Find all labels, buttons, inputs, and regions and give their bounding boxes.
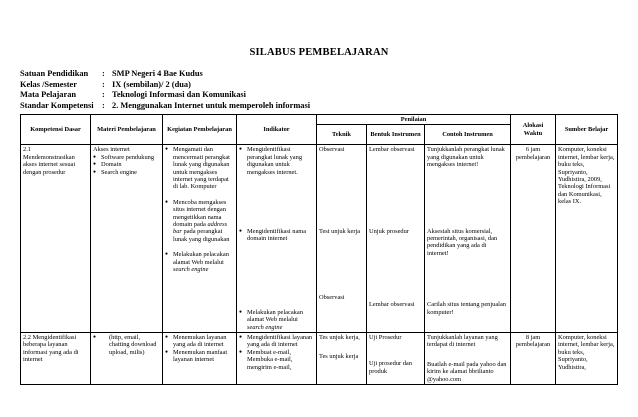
- kegiatan-cell: [163, 145, 237, 333]
- kd-cell: [21, 145, 91, 333]
- meta-label: Kelas /Semester: [20, 79, 77, 89]
- bullet-icon: ●: [93, 335, 97, 341]
- kegiatan-item: Menemukan layanan yang ada di internet: [173, 334, 227, 349]
- bullet-icon: ●: [239, 335, 243, 341]
- materi-title: Akses internet: [93, 146, 130, 154]
- page-title: SILABUS PEMBELAJARAN: [249, 47, 389, 58]
- meta-label: Standar Kompetensi: [20, 100, 94, 110]
- kegiatan-italic: address bar: [173, 221, 228, 236]
- table-row: [21, 333, 618, 385]
- list-item: [239, 334, 314, 349]
- indikator-item: Mengidentifikasi nama domain internet: [247, 228, 307, 243]
- header-contoh: Contoh Instrumen: [425, 125, 511, 145]
- bullet-icon: ●: [165, 335, 169, 341]
- kd-line: dengan prosedur: [23, 168, 66, 176]
- materi-cell: [91, 333, 163, 385]
- list-item: [165, 199, 234, 243]
- alokasi-cell: 8 jam pembelajaran: [511, 333, 556, 385]
- header-alokasi: Alokasi Waktu: [511, 115, 556, 145]
- list-item: [239, 228, 314, 243]
- header-penilaian: Penilaian: [317, 115, 511, 125]
- kd-line: 2.2 Mengidentifikasi: [23, 334, 77, 342]
- teknik-item: Observasi: [319, 294, 345, 302]
- header-indikator: Indikator: [237, 115, 317, 145]
- bentuk-item: Lembar observasi: [369, 146, 415, 154]
- list-item: [93, 169, 160, 176]
- contoh-item: Tunjukkanlah layanan yang terdapat di internet: [427, 334, 498, 349]
- bullet-icon: ●: [239, 309, 243, 315]
- indikator-text: Melakukan pelacakan alamat Web melalui: [247, 308, 303, 324]
- materi-item: Software pendukung: [101, 153, 155, 161]
- kd-line: 2.1: [23, 146, 31, 154]
- meta-row: [20, 101, 310, 112]
- bentuk-item: Unjuk prosedur: [369, 227, 409, 235]
- bullet-icon: ●: [165, 147, 169, 153]
- list-item: [165, 349, 234, 364]
- list-item: [239, 146, 314, 176]
- header-sumber: Sumber Belajar: [556, 115, 618, 145]
- teknik-cell: [317, 145, 367, 333]
- teknik-item: Test unjuk kerja: [319, 227, 361, 235]
- bullet-icon: ●: [165, 349, 169, 355]
- meta-row: [20, 80, 310, 91]
- bullet-icon: ●: [93, 169, 97, 175]
- meta-separator: :: [102, 79, 105, 89]
- teknik-item: Tes unjuk kerja,: [319, 334, 360, 342]
- materi-item: Search engine: [101, 168, 138, 176]
- contoh-item: Tunjukkanlah perangkat lunak yang digunakan untuk mengakses internet!: [427, 146, 505, 169]
- list-item: [239, 309, 314, 331]
- list-item: [239, 349, 314, 371]
- meta-value: IX (sembilan)/ 2 (dua): [112, 79, 191, 89]
- meta-label: Mata Pelajaran: [20, 90, 77, 100]
- bullet-icon: ●: [165, 199, 169, 205]
- header-bentuk: Bentuk Instrumen: [367, 125, 425, 145]
- meta-value: 2. Menggunakan Internet untuk memperoleh informasi: [112, 100, 311, 110]
- indikator-item: Membuat e-mail, Membuka e-mail, mengirim e-mail,: [247, 348, 293, 371]
- kegiatan-text: Melakukan pelacakan alamat Web melalui: [173, 251, 229, 266]
- kd-line: informasi yang ada di: [23, 348, 79, 356]
- table-row: [21, 145, 618, 333]
- list-item: [165, 146, 234, 190]
- kd-line: Mendemonstrasikan: [23, 153, 75, 161]
- indikator-item: Mengidentifikasi perangkat lunak yang digunakan untuk mengakses internet.: [247, 146, 303, 176]
- kegiatan-item: Menemukan manfaat layanan internet: [173, 348, 228, 364]
- header-kegiatan: Kegiatan Pembelajaran: [163, 115, 237, 145]
- indikator-cell: [237, 145, 317, 333]
- teknik-item: Observasi: [319, 146, 345, 154]
- meta-separator: :: [102, 90, 105, 100]
- bullet-icon: ●: [93, 154, 97, 160]
- syllabus-meta: [20, 69, 310, 111]
- meta-label: Satuan Pendidikan: [20, 69, 89, 78]
- bentuk-item: Uji Prosedur: [369, 334, 402, 342]
- list-item: [165, 334, 234, 349]
- meta-value: SMP Negeri 4 Bae Kudus: [112, 69, 203, 78]
- bentuk-item: Uji prosedur dan produk: [369, 360, 412, 375]
- sumber-cell: Komputer, koneksi internet, lembar kerja, buku teks, Supriyanto, Yudhistira,: [556, 333, 618, 385]
- bentuk-cell: [367, 145, 425, 333]
- header-teknik: Teknik: [317, 125, 367, 145]
- contoh-item: Buatlah e-mail pada yahoo dan kirim ke alamat bbrilianto @yahoo.com: [427, 360, 507, 383]
- meta-separator: :: [102, 69, 105, 78]
- alokasi-cell: 6 jam pembelajaran: [511, 145, 556, 333]
- list-item: [93, 334, 160, 356]
- kd-line: akses internet sesuai: [23, 161, 76, 169]
- bullet-icon: ●: [93, 162, 97, 168]
- indikator-cell: [237, 333, 317, 385]
- materi-cell: [91, 145, 163, 333]
- kegiatan-item: [173, 199, 234, 243]
- header-kompetensi: Kompetensi Dasar: [21, 115, 91, 145]
- contoh-item: Carilah situs tentang penjualan komputer!: [427, 301, 506, 316]
- contoh-item: Aksesiah situs komersial, pemerintah, organisasi, dan pendidikan yang ada di internet!: [427, 227, 498, 257]
- bentuk-item: Lembar observasi: [369, 301, 415, 309]
- meta-separator: :: [102, 100, 105, 110]
- kegiatan-italic: search engine: [173, 266, 209, 274]
- bullet-icon: ●: [165, 252, 169, 258]
- kd-line: beberapa layanan: [23, 341, 68, 349]
- teknik-cell: [317, 333, 367, 385]
- meta-value: Teknologi Informasi dan Komunikasi: [112, 90, 246, 100]
- meta-row: [20, 69, 310, 80]
- bentuk-cell: [367, 333, 425, 385]
- list-item: [165, 251, 234, 273]
- kegiatan-cell: [163, 333, 237, 385]
- bullet-icon: ●: [239, 147, 243, 153]
- sumber-cell: Komputer, koneksi internet, lembar kerja, buku teks, Supriyanto, Yudhistira, 2009, Teknologi Informasi dan Komunikasi, kelas IX.: [556, 145, 618, 333]
- kegiatan-item: Mengamati dan mencermati perangkat lunak yang digunakan untuk mengakses internet yang terdapat di lab. Komputer: [173, 146, 230, 191]
- materi-item: (http, email, chatting download upload, milis): [109, 334, 157, 356]
- indikator-item: [247, 309, 314, 331]
- bullet-icon: ●: [239, 229, 243, 235]
- list-item: [93, 154, 160, 161]
- materi-item: Domain: [101, 161, 122, 169]
- teknik-item: Tes unjuk kerja: [319, 353, 359, 361]
- list-item: [93, 161, 160, 168]
- contoh-cell: [425, 333, 511, 385]
- kd-line: internet: [23, 356, 43, 364]
- contoh-cell: [425, 145, 511, 333]
- syllabus-table: [20, 114, 618, 385]
- meta-row: [20, 90, 310, 101]
- kegiatan-text: pada perangkat lunak yang digunakan: [173, 228, 230, 243]
- header-materi: Materi Pembelajaran: [91, 115, 163, 145]
- indikator-italic: search engine: [247, 323, 283, 331]
- bullet-icon: ●: [239, 349, 243, 355]
- kegiatan-item: [173, 251, 234, 273]
- indikator-item: Mengidentifikasi layanan yang ada di internet: [247, 334, 313, 349]
- kd-cell: [21, 333, 91, 385]
- kegiatan-text: Mencoba mengakses situs internet dengan mengetikkan nama domain pada: [173, 198, 227, 229]
